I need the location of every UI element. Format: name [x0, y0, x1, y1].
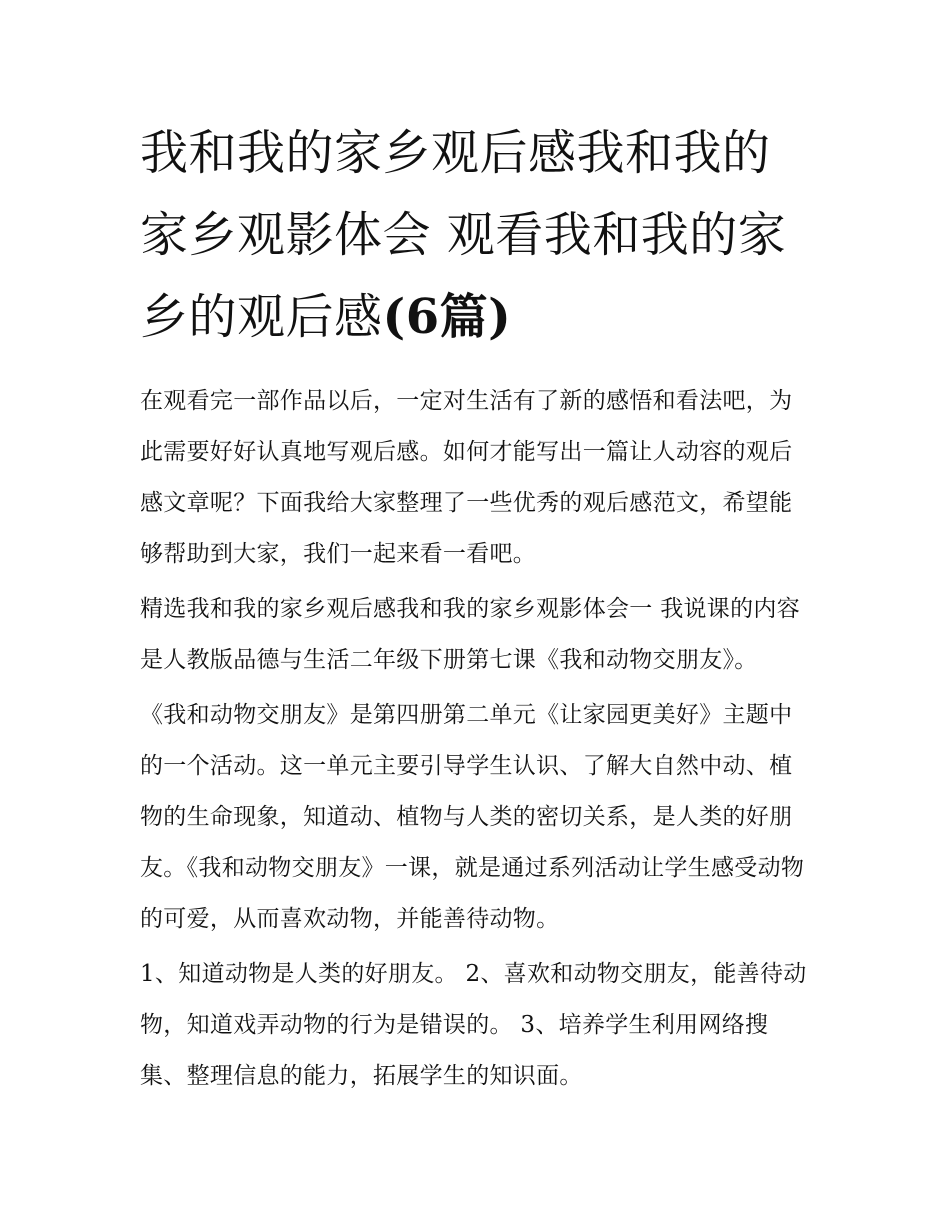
document-page — [140, 112, 812, 1106]
document-title — [140, 112, 812, 358]
document-body — [140, 376, 812, 1102]
lesson-analysis-paragraph: 《我和动物交朋友》是第四册第二单元《让家园更美好》主题中的一个活动。这一单元主要引导学生认识、了解大自然中动、植物的生命现象，知道动、植物与人类的密切关系，是人类的好朋友。《我和动物交朋友》一课，就是通过系列活动让学生感受动物的可爱，从而喜欢动物，并能善待动物。 — [140, 702, 805, 932]
intro-paragraph: 在观看完一部作品以后，一定对生活有了新的感悟和看法吧，为此需要好好认真地写观后感。如何才能写出一篇让人动容的观后感文章呢？下面我给大家整理了一些优秀的观后感范文，希望能够帮助到大家，我们一起来看一看吧。 — [140, 388, 793, 567]
section-one-paragraph: 精选我和我的家乡观后感我和我的家乡观影体会一 我说课的内容是人教版品德与生活二年级下册第七课《我和动物交朋友》。 — [140, 596, 801, 673]
teaching-goals-paragraph: 1、知道动物是人类的好朋友。 2、喜欢和动物交朋友，能善待动物，知道戏弄动物的行为是错误的。 3、培养学生利用网络搜集、整理信息的能力，拓展学生的知识面。 — [140, 961, 807, 1089]
document-title-main: 我和我的家乡观后感我和我的家乡观影体会 观看我和我的家乡的观后感 — [140, 125, 787, 345]
document-title-suffix: (6篇) — [382, 289, 512, 345]
